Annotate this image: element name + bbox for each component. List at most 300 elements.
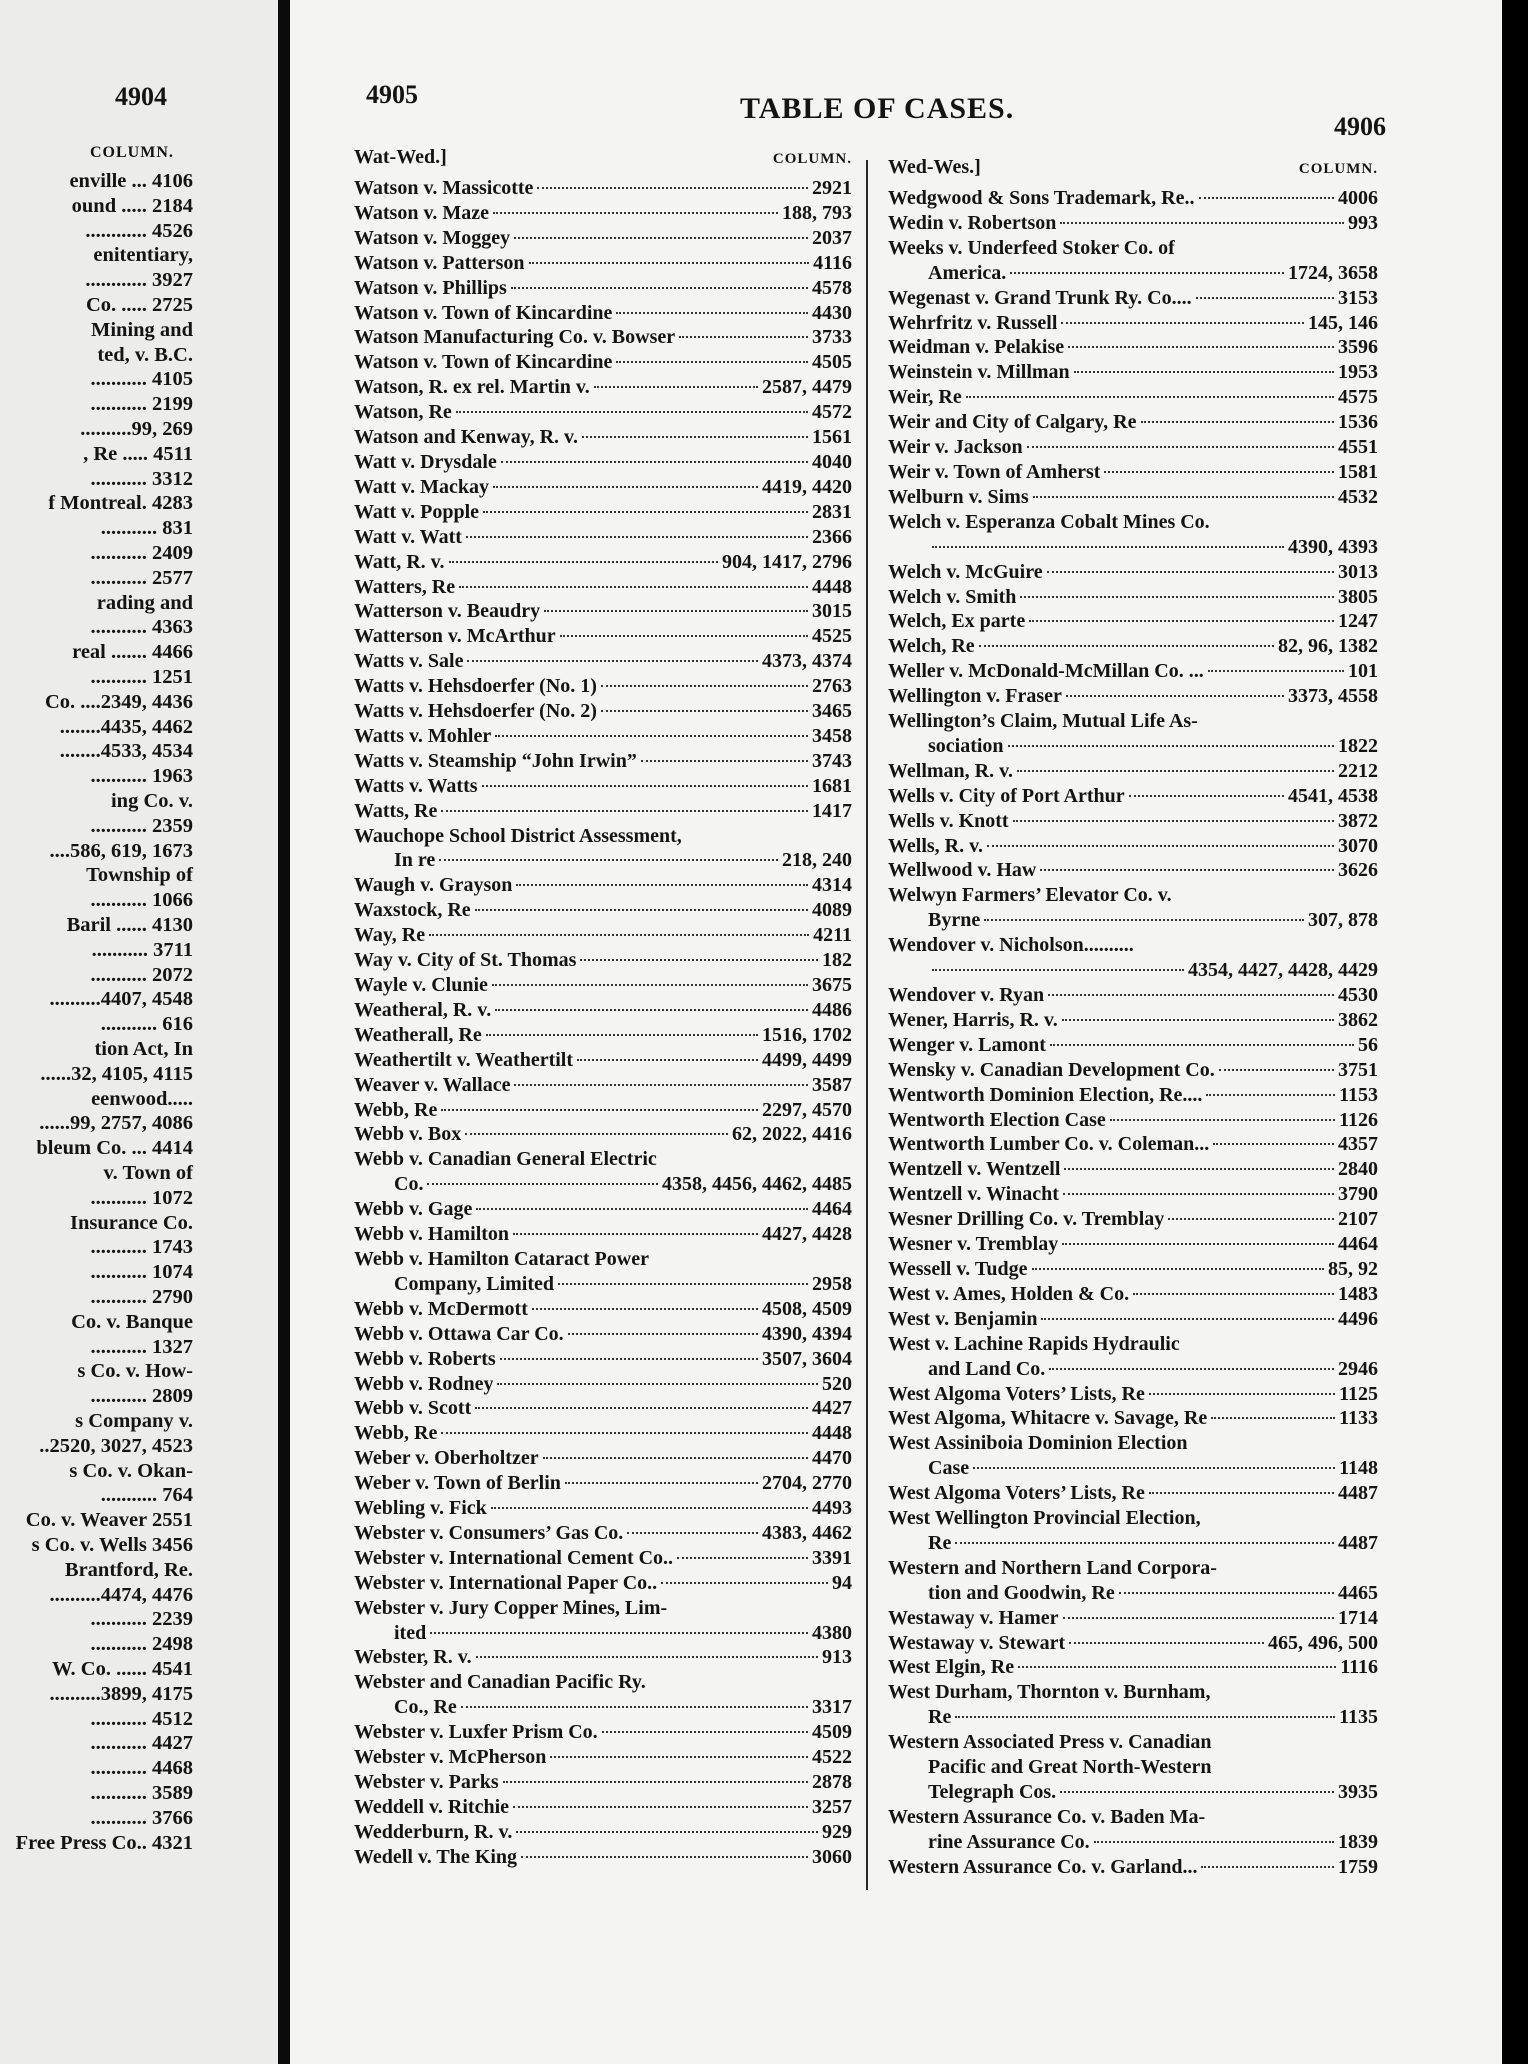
index-entry [888,510,1378,560]
index-entry [354,1670,852,1720]
left-page-number: 4904 [115,82,167,111]
leader-dots [449,561,718,563]
column-reference: 4525 [812,625,852,648]
case-name: Welch, Ex parte [888,610,1026,633]
index-entry-line [354,1546,852,1571]
index-entry [888,1431,1378,1481]
index-entry [888,1332,1378,1382]
index-entry [888,410,1378,435]
index-entry [888,809,1378,834]
left-fragment-line: ........... 4427 [90,1732,193,1755]
left-fragment-line: ............ 4526 [85,219,193,242]
case-name: Wegenast v. Grand Trunk Ry. Co.... [888,286,1192,309]
case-name: Webb v. Gage [354,1198,473,1221]
index-entry [888,1282,1378,1307]
case-name: Wellington v. Fraser [888,685,1062,708]
case-name: Welch, Re [888,635,975,658]
case-name: Company, Limited [394,1272,555,1295]
column-reference: 2840 [1338,1158,1378,1181]
case-name: Webb, Re [354,1098,438,1121]
index-entry [888,186,1378,211]
case-name: Webb v. McDermott [354,1297,528,1320]
index-entry-line [888,908,1378,933]
index-entry [354,774,852,799]
left-fragment-line: enitentiary, [93,244,193,267]
index-entry [354,599,852,624]
index-entry-line [354,1297,852,1322]
column-reference: 4390, 4394 [762,1322,852,1345]
column-reference: 1536 [1338,411,1378,434]
case-name: Weeks v. Underfeed Stoker Co. of [888,236,1175,259]
leader-dots [641,760,808,762]
left-fragment-line: Co. v. Banque [71,1310,193,1333]
case-name: Watson v. Maze [354,201,489,224]
left-fragment-line: s Co. v. Wells 3456 [31,1534,193,1556]
case-name: West Algoma Voters’ Lists, Re [888,1482,1145,1505]
column-reference: 1133 [1339,1407,1378,1430]
index-column-b [888,156,1378,1880]
column-reference: 4419, 4420 [762,475,852,498]
leader-dots [601,685,808,687]
index-entry-line [888,1730,1378,1755]
index-entry-line [888,1805,1378,1830]
leader-dots [511,287,808,289]
index-entry [888,1631,1378,1656]
index-entry [888,311,1378,336]
index-entry-line [888,1830,1378,1855]
index-entry-line [354,1795,852,1820]
case-name: Watson v. Patterson [354,251,525,274]
index-entry [354,450,852,475]
case-name: sociation [928,734,1004,757]
leader-dots [1008,745,1334,747]
index-entry [354,1521,852,1546]
leader-dots [602,1731,808,1733]
index-entry [888,236,1378,286]
index-entry-line [354,848,852,873]
left-fragment-line: ing Co. v. [110,790,193,812]
index-entry [888,1257,1378,1282]
column-reference: 3015 [812,600,852,623]
leader-dots [661,1582,828,1584]
case-name: Welch v. Smith [888,585,1017,608]
index-entry-line [888,759,1378,784]
index-entry [888,1855,1378,1880]
index-entry [888,634,1378,659]
column-reference: 4541, 4538 [1288,784,1378,807]
index-entry-line [354,724,852,749]
left-fragment-line: ........... 4468 [90,1757,193,1780]
index-entry [888,883,1378,933]
column-reference: 1153 [1339,1083,1378,1106]
index-entry-line [354,1272,852,1297]
index-entry [888,385,1378,410]
case-name: Watterson v. McArthur [354,625,556,648]
index-entry [354,1820,852,1845]
index-entry [354,973,852,998]
column-reference: 85, 92 [1328,1257,1378,1280]
case-name: Westaway v. Hamer [888,1606,1059,1629]
case-name: Western Assurance Co. v. Baden Ma- [888,1805,1206,1828]
left-fragment-line: ........... 2577 [90,566,193,589]
leader-dots [568,1333,758,1335]
index-entry [354,1770,852,1795]
index-entry-line [888,1058,1378,1083]
column-reference: 182 [822,949,852,972]
leader-dots [461,1706,808,1708]
index-entry-line [888,1207,1378,1232]
left-fragment-line: ........... 1074 [90,1261,193,1284]
case-name: Webb v. Scott [354,1397,472,1420]
left-fragment-line: Free Press Co.. 4321 [15,1831,193,1854]
leader-dots [1110,1119,1335,1121]
case-name: Webb v. Canadian General Electric [354,1148,657,1171]
leader-dots [1129,795,1284,797]
case-name: Wentworth Dominion Election, Re.... [888,1083,1203,1106]
case-name: Webster v. Consumers’ Gas Co. [354,1521,624,1544]
column-reference: 1759 [1338,1855,1378,1878]
index-entry-line [888,410,1378,435]
index-entry-line [354,1770,852,1795]
column-reference: 4464 [1338,1233,1378,1256]
leader-dots [955,1716,1335,1718]
case-name: Watson, Re [354,401,452,424]
index-entry-line [888,1556,1378,1581]
index-entry-line [888,634,1378,659]
index-entry-line [888,1282,1378,1307]
left-fragment-line: ......32, 4105, 4115 [40,1062,193,1085]
case-name: Watts v. Watts [354,774,478,797]
index-entry-line [888,1431,1378,1456]
left-fragment-line: Brantford, Re. [64,1558,193,1581]
index-entry-line [888,1132,1378,1157]
case-name: Webb v. Hamilton [354,1223,510,1246]
left-fragment-line: ted, v. B.C. [97,343,193,366]
index-entry-line [354,1421,852,1446]
case-name: Watt v. Watt [354,525,462,548]
index-entry-line [888,709,1378,734]
case-name: West Elgin, Re [888,1656,1015,1679]
index-entry [888,933,1378,983]
left-fragment-line: ............ 3927 [85,269,193,292]
leader-dots [1050,1044,1354,1046]
index-entry-line [354,1197,852,1222]
index-entry-line [888,809,1378,834]
case-name: Webb v. Box [354,1123,462,1146]
index-entry [354,1421,852,1446]
index-entry [354,649,852,674]
leader-dots [475,909,808,911]
index-entry-line [354,1521,852,1546]
leader-dots [1027,446,1334,448]
case-name: Way, Re [354,924,426,947]
column-reference: 2587, 4479 [762,376,852,399]
index-entry [354,425,852,450]
left-fragment-line: ........... 3312 [90,467,193,490]
index-entry-line [354,350,852,375]
column-reference: 3675 [812,974,852,996]
index-entry-line [354,923,852,948]
leader-dots [497,1383,818,1385]
index-entry-line [888,1033,1378,1058]
index-entry-line [888,1481,1378,1506]
leader-dots [1061,322,1304,324]
case-name: Weller v. McDonald-McMillan Co. ... [888,660,1204,683]
column-reference: 4509 [812,1721,852,1744]
leader-dots [594,386,758,388]
index-entry [888,335,1378,360]
case-name: Weatherall, Re [354,1023,482,1046]
leader-dots [501,461,808,463]
case-name: Wells, R. v. [888,834,984,857]
leader-dots [1013,820,1334,822]
column-reference: 1953 [1338,361,1378,384]
index-entry-line [888,1680,1378,1705]
leader-dots [1020,596,1334,598]
case-name: Webb v. Roberts [354,1347,496,1370]
index-entry-line [354,699,852,724]
index-entry [354,1147,852,1197]
column-reference: 4493 [812,1497,852,1520]
column-reference: 4530 [1338,984,1378,1006]
case-name: Wellington’s Claim, Mutual Life As- [888,710,1198,733]
column-reference: 4357 [1338,1133,1378,1156]
case-name: Webster v. Jury Copper Mines, Lim- [354,1596,668,1619]
case-name: and Land Co. [928,1357,1046,1380]
index-entry-line [888,1357,1378,1382]
index-entry [354,1073,852,1098]
leader-dots [1048,994,1334,996]
index-entry [888,1506,1378,1556]
index-entry [354,1596,852,1646]
leader-dots [1208,670,1344,672]
leader-dots [513,1233,758,1235]
column-reference: 3013 [1338,560,1378,583]
leader-dots [529,262,810,264]
case-name: Webster and Canadian Pacific Ry. [354,1671,646,1694]
index-entry-line [888,1382,1378,1407]
left-fragment-line: ........... 1251 [90,666,193,688]
index-entry [354,749,852,774]
case-name: Weber v. Oberholtzer [354,1447,539,1470]
index-entry-line [888,1083,1378,1108]
index-entry [354,1347,852,1372]
case-name: West Wellington Provincial Election, [888,1507,1201,1530]
column-reference: 4464 [812,1198,852,1221]
left-column-heading: COLUMN. [90,144,174,161]
leader-dots [1201,1866,1334,1868]
column-reference: 3373, 4558 [1288,685,1378,708]
case-name: Wendover v. Nicholson.......... [888,934,1134,957]
index-entry-line [888,1606,1378,1631]
index-entry [354,251,852,276]
case-name: Webster v. Parks [354,1771,499,1793]
index-entry [888,1680,1378,1730]
page-edge [1502,0,1528,2064]
leader-dots [486,1034,758,1036]
left-fragment-line: rading and [96,591,193,614]
page-title: TABLE OF CASES. [740,92,1015,125]
leader-dots [516,1831,818,1833]
left-fragment-line: W. Co. ...... 4541 [51,1658,193,1680]
index-entry-line [354,1073,852,1098]
case-name: Wendover v. Ryan [888,984,1045,1006]
index-entry-line [354,749,852,774]
leader-dots [1206,1094,1335,1096]
index-entry-line [354,1222,852,1247]
left-fragment-line: ........... 1963 [90,765,193,788]
case-name: Webb v. Hamilton Cataract Power [354,1247,649,1270]
index-entry-line [354,1571,852,1596]
column-reference: 1135 [1339,1706,1378,1729]
index-entry [354,276,852,301]
left-fragment-line: ..........3899, 4175 [49,1682,193,1705]
index-entry [888,609,1378,634]
index-entry-line [354,998,852,1023]
column-reference: 218, 240 [782,849,852,872]
leader-dots [1068,346,1334,348]
column-reference: 1516, 1702 [762,1023,852,1046]
leader-dots [987,845,1334,847]
column-reference: 3626 [1338,859,1378,882]
leader-dots [1060,1791,1334,1793]
column-reference: 188, 793 [782,201,852,224]
case-name: Watt v. Drysdale [354,450,497,473]
index-entry-line [354,948,852,973]
index-entry [354,1645,852,1670]
index-entry-line [888,211,1378,236]
case-name: Watts v. Hehsdoerfer (No. 1) [354,675,597,698]
index-entry-line [354,774,852,799]
left-fragment-line: ........... 4105 [90,368,193,391]
index-entry [888,1132,1378,1157]
index-entry [354,550,852,575]
column-reference: 4487 [1338,1531,1378,1554]
index-entry-line [888,311,1378,336]
leader-dots [1064,1168,1334,1170]
index-entry [354,998,852,1023]
case-name: Watts v. Sale [354,650,464,673]
index-entry [354,1098,852,1123]
index-entry [354,226,852,251]
index-entry [888,1606,1378,1631]
index-entry [354,948,852,973]
index-entry-line [354,1745,852,1770]
case-name: West Algoma, Whitacre v. Savage, Re [888,1407,1208,1430]
index-entry [888,1157,1378,1182]
column-reference: 3935 [1338,1781,1378,1803]
index-entry [888,1058,1378,1083]
case-name: Wedderburn, R. v. [354,1820,513,1843]
column-a-heading [354,146,852,176]
column-reference: 520 [822,1372,852,1395]
column-reference: 4508, 4509 [762,1297,852,1320]
index-entry-line [888,1332,1378,1357]
index-entry [888,858,1378,883]
column-reference: 4505 [812,351,852,374]
index-entry [354,1720,852,1745]
case-name: Watson v. Town of Kincardine [354,351,613,374]
index-entry-line [354,1023,852,1048]
column-reference: 1126 [1339,1108,1378,1131]
column-reference: 82, 96, 1382 [1278,635,1378,658]
index-entry [354,824,852,874]
index-entry [888,1481,1378,1506]
column-reference: 1724, 3658 [1288,261,1378,284]
leader-dots [429,934,809,936]
leader-dots [580,959,818,961]
case-name: Re [928,1706,952,1729]
leader-dots [932,969,1184,971]
index-entry [354,1845,852,1870]
column-reference: 3465 [812,700,852,723]
left-fragment-line: enville ... 4106 [69,170,193,192]
leader-dots [1062,1019,1334,1021]
index-entry-line [354,824,852,849]
leader-dots [1133,1293,1334,1295]
column-reference: 904, 1417, 2796 [722,550,852,573]
column-reference: 1125 [1339,1382,1378,1405]
index-entry [888,834,1378,859]
leader-dots [973,1467,1335,1469]
index-entry [354,1471,852,1496]
leader-dots [1199,197,1334,199]
case-name: Wedin v. Robertson [888,211,1057,234]
column-reference: 1681 [812,774,852,797]
column-reference: 4448 [812,575,852,598]
left-fragment-line: ........... 2498 [90,1633,193,1656]
left-fragment-line: ....586, 619, 1673 [49,839,193,862]
column-reference: 4116 [813,251,852,274]
column-reference: 62, 2022, 4416 [732,1123,852,1146]
index-entry-line [354,1172,852,1197]
case-name: Watson v. Massicotte [354,177,534,199]
column-reference: 3751 [1338,1058,1378,1081]
index-entry-line [354,898,852,923]
column-reference: 4040 [812,450,852,473]
case-name: West Assiniboia Dominion Election [888,1432,1188,1455]
leader-dots [495,1009,808,1011]
leader-dots [1119,1592,1334,1594]
index-entry [354,674,852,699]
case-name: Webb v. Ottawa Car Co. [354,1322,564,1345]
column-b-heading [888,156,1378,186]
leader-dots [1104,471,1334,473]
index-entry [888,211,1378,236]
case-name: Webster v. International Paper Co.. [354,1571,658,1594]
case-name: Western Associated Press v. Canadian [888,1731,1212,1754]
leader-dots [427,1183,658,1185]
index-entry-line [354,1820,852,1845]
index-entry-line [888,385,1378,410]
index-entry [888,1083,1378,1108]
column-reference: 4496 [1338,1307,1378,1330]
index-entry [354,325,852,350]
index-entry-line [888,659,1378,684]
leader-dots [677,1557,808,1559]
index-entry-line [888,286,1378,311]
index-entry-line [354,201,852,226]
index-entry-line [354,425,852,450]
leader-dots [483,511,808,513]
leader-dots [543,1457,808,1459]
left-fragment-line: ........... 2072 [90,963,193,986]
case-name: Watson, R. ex rel. Martin v. [354,376,590,399]
column-reference: 101 [1348,660,1378,683]
index-entry [354,624,852,649]
left-fragment-line: ........... 2809 [90,1385,193,1408]
case-name: Wedgwood & Sons Trademark, Re.. [888,187,1195,209]
